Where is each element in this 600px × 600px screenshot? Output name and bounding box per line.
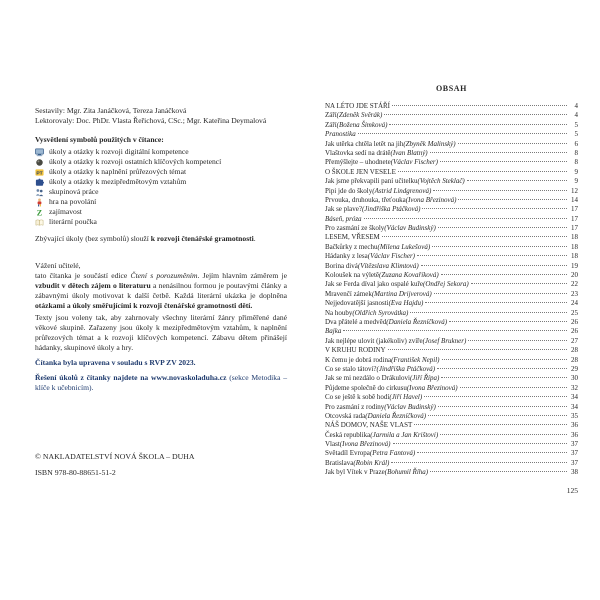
symbol-label: zajímavost xyxy=(49,207,82,216)
toc-page-number: 17 xyxy=(571,214,578,223)
toc-title: Otcovská rada xyxy=(325,411,366,420)
toc-author: (Ivona Březinová) xyxy=(339,440,391,449)
text-segment: (sekce Metodika – klíče k učebnicím). xyxy=(35,373,287,392)
toc-title: LESEM, VŘESEM xyxy=(325,233,380,242)
toc-title: Jak nejlépe ulovit (jakékoliv) zvíře xyxy=(325,336,423,345)
toc-page-number: 9 xyxy=(574,167,578,176)
toc-title: Mravenčí zámek xyxy=(325,289,372,298)
toc-title: Vlaštovka sedí na drátě xyxy=(325,148,391,157)
symbol-row xyxy=(35,207,287,217)
toc-leader xyxy=(384,114,567,115)
toc-leader xyxy=(417,452,567,453)
toc-title: Přemýšlejte – uhodnete xyxy=(325,158,391,167)
right-page xyxy=(325,84,578,478)
toc-page-number: 37 xyxy=(571,449,578,458)
toc-row xyxy=(325,271,578,280)
toc-page-number: 4 xyxy=(574,111,578,120)
toc-leader xyxy=(414,424,567,425)
text-segment: . Jejím hlavním záměrem je xyxy=(197,271,287,280)
toc-page-number: 23 xyxy=(571,289,578,298)
toc-page-number: 20 xyxy=(571,271,578,280)
toc-section-row xyxy=(325,421,578,430)
texts-paragraph xyxy=(35,313,287,353)
toc-row xyxy=(325,140,578,149)
toc-leader xyxy=(471,283,567,284)
toc-leader xyxy=(434,293,567,294)
toc-leader xyxy=(442,359,568,360)
toc-author: (Vítězslava Klimtová) xyxy=(357,261,419,270)
toc-author: (Jindřiška Ptáčková) xyxy=(376,364,436,373)
toc-title: Pro zasmání z rodiny xyxy=(325,402,385,411)
toc-row xyxy=(325,356,578,365)
toc-row xyxy=(325,111,578,120)
toc-author: (Jindřiška Ptáčková) xyxy=(361,205,421,214)
toc-leader xyxy=(424,396,567,397)
toc-leader xyxy=(422,208,567,209)
toc-title: Vlast xyxy=(325,440,340,449)
toc-leader xyxy=(388,349,567,350)
toc-author: (Božena Šimková) xyxy=(336,120,388,129)
toc-page-number: 4 xyxy=(574,102,578,110)
toc-leader xyxy=(440,161,567,162)
toc-author: (Petra Fantová) xyxy=(369,449,416,458)
toc-author: (František Nepil) xyxy=(391,355,440,364)
toc-title: Září xyxy=(325,120,337,129)
toc-leader xyxy=(430,152,567,153)
toc-leader xyxy=(392,105,567,106)
toc-author: (Zuzana Kovaříková) xyxy=(379,271,439,280)
text-segment: Texty jsou voleny tak, aby zahrnovaly všechny literární žánry přiměřené dané věkové skupině. Zařazeny jsou úkoly k mezipředmětovým vztahům, k naplnění průřezových témat a k rozvoji klíčových kompetencí. Zábavu dětem přinášejí hádanky, skupinové úkoly a hry. xyxy=(35,313,287,352)
toc-leader xyxy=(421,265,567,266)
toc-row xyxy=(325,374,578,383)
toc-row xyxy=(325,431,578,440)
toc-leader xyxy=(458,143,567,144)
symbol-row xyxy=(35,157,287,167)
toc-author: (Astrid Lindgrenová) xyxy=(372,186,432,195)
toc-title: Bratislava xyxy=(325,458,354,467)
toc-page-number: 27 xyxy=(571,336,578,345)
toc-row xyxy=(325,393,578,402)
toc-author: (Ivona Březinová) xyxy=(405,195,457,204)
text-segment: Zbývající úkoly (bez symbolů) slouží xyxy=(35,234,151,243)
symbol-label: úkoly a otázky k rozvoji digitální kompetence xyxy=(49,147,189,156)
toc-leader xyxy=(358,133,567,134)
toc-title: Pro zasmání ze školy xyxy=(325,224,385,233)
toc-author: (Zdeněk Svěrák) xyxy=(336,111,383,120)
toc-heading: OBSAH xyxy=(435,84,467,93)
toc-title: Bačkůrky z mechu xyxy=(325,242,378,251)
toc-title: V KRUHU RODINY xyxy=(325,346,386,355)
toc-author: (Ivona Březinová) xyxy=(406,383,458,392)
toc-page-number: 5 xyxy=(574,120,578,129)
toc-row xyxy=(325,187,578,196)
toc-author: (Jarmila a Jan Krištovi) xyxy=(370,430,439,439)
toc-author: (Jiří Řípa) xyxy=(409,374,440,383)
toc-author: (Ivan Blatný) xyxy=(390,148,428,157)
toc-leader xyxy=(449,321,567,322)
toc-page-number: 26 xyxy=(571,317,578,326)
toc-row xyxy=(325,177,578,186)
toc-leader xyxy=(425,302,567,303)
toc-section-row xyxy=(325,346,578,355)
role-play-icon xyxy=(35,198,44,207)
toc-row xyxy=(325,468,578,477)
toc-title: Jak byl Vítek v Praze xyxy=(325,468,385,477)
toc-section-row xyxy=(325,168,578,177)
text-segment: . xyxy=(253,234,256,243)
book-icon xyxy=(35,218,44,227)
isbn-line: ISBN 978-80-88651-51-2 xyxy=(35,468,116,477)
toc-title: Světadíl Evropa xyxy=(325,449,370,458)
toc-leader xyxy=(428,415,567,416)
toc-author: (Václav Budinský) xyxy=(384,224,436,233)
toc-leader xyxy=(391,462,567,463)
toc-row xyxy=(325,327,578,336)
toc-row xyxy=(325,290,578,299)
toc-row xyxy=(325,205,578,214)
credits xyxy=(35,106,287,126)
toc-row xyxy=(325,280,578,289)
toc-leader xyxy=(441,377,567,378)
toc-page-number: 18 xyxy=(571,233,578,242)
symbol-row xyxy=(35,217,287,227)
toc-page-number: 36 xyxy=(571,421,578,430)
toc-author: (Daniela Řezníčková) xyxy=(386,317,448,326)
toc-title: Jak jsme překvapili paní učitelku xyxy=(325,177,418,186)
toc-author: (Martina Drijverová) xyxy=(371,289,432,298)
toc-list xyxy=(325,102,578,478)
toc-title: Jak se plave? xyxy=(325,205,362,214)
toc-title: Pranostika xyxy=(325,130,356,139)
toc-author: (Václav Fischer) xyxy=(390,158,438,167)
puzzle-icon xyxy=(35,178,44,187)
toc-page-number: 32 xyxy=(571,383,578,392)
toc-title: Bajka xyxy=(325,327,342,336)
toc-page-number: 35 xyxy=(571,411,578,420)
toc-author: (Daniela Řezníčková) xyxy=(365,411,427,420)
symbol-row xyxy=(35,147,287,157)
key-competence-icon xyxy=(35,158,44,167)
toc-page-number: 9 xyxy=(574,177,578,186)
toc-title: Dva přátelé a medvěd xyxy=(325,317,387,326)
toc-page-number: 5 xyxy=(574,130,578,139)
symbol-row xyxy=(35,187,287,197)
toc-leader xyxy=(343,330,567,331)
toc-page-number: 22 xyxy=(571,280,578,289)
symbol-row xyxy=(35,197,287,207)
toc-leader xyxy=(430,471,567,472)
toc-author: (Václav Budinský) xyxy=(384,402,436,411)
symbol-row xyxy=(35,167,287,177)
toc-author: (Eva Hajdu) xyxy=(388,299,424,308)
symbol-label: úkoly a otázky k naplnění průřezových témat xyxy=(49,167,187,176)
toc-page-number: 17 xyxy=(571,205,578,214)
toc-page-number: 18 xyxy=(571,242,578,251)
toc-leader xyxy=(382,236,567,237)
toc-row xyxy=(325,130,578,139)
toc-title: Co se ještě k sobě hodí xyxy=(325,393,390,402)
toc-row xyxy=(325,309,578,318)
folio-page-number: 125 xyxy=(566,486,578,495)
toc-page-number: 17 xyxy=(571,224,578,233)
toc-page-number: 38 xyxy=(571,468,578,477)
toc-leader xyxy=(437,368,567,369)
symbols-heading: Vysvětlení symbolů použitých v čítance: xyxy=(35,135,164,144)
symbol-label: úkoly a otázky k rozvoji ostatních klíčových kompetencí xyxy=(49,157,222,166)
toc-title: NA LÉTO JDE STÁŘÍ xyxy=(325,102,391,110)
toc-title: Borina divá xyxy=(325,261,358,270)
toc-leader xyxy=(458,199,567,200)
toc-title: NÁŠ DOMOV, NAŠE VLAST xyxy=(325,421,413,430)
toc-leader xyxy=(433,190,567,191)
toc-leader xyxy=(438,227,567,228)
publisher-line: © NAKLADATELSTVÍ NOVÁ ŠKOLA – DUHA xyxy=(35,452,195,461)
symbol-label: literární poučka xyxy=(49,217,97,226)
toc-page-number: 19 xyxy=(571,261,578,270)
toc-author: (Václav Fischer) xyxy=(367,252,415,261)
toc-page-number: 8 xyxy=(574,148,578,157)
toc-page-number: 28 xyxy=(571,355,578,364)
toc-author: (Robin Král) xyxy=(353,458,390,467)
toc-leader xyxy=(467,180,567,181)
letter-z-icon xyxy=(35,208,44,217)
toc-leader xyxy=(432,246,567,247)
symbol-row xyxy=(35,177,287,187)
toc-page-number: 25 xyxy=(571,308,578,317)
toc-title: K čemu je dobrá rodina xyxy=(325,355,392,364)
toc-page-number: 8 xyxy=(574,158,578,167)
text-segment: tato čítanka je součástí edice xyxy=(35,271,131,280)
toc-leader xyxy=(440,434,567,435)
toc-row xyxy=(325,158,578,167)
toc-title: O ŠKOLE JEN VESELE xyxy=(325,167,396,176)
toc-row xyxy=(325,224,578,233)
toc-row xyxy=(325,252,578,261)
toc-row xyxy=(325,299,578,308)
text-segment: otázkami a úkoly směřujícími k rozvoji čtenářské gramotnosti dětí. xyxy=(35,301,253,310)
toc-page-number: 12 xyxy=(571,186,578,195)
compiled-by-line: Sestavily: Mgr. Zita Janáčková, Tereza Janáčková xyxy=(35,106,187,115)
rvp-note: Čítanka byla upravena v souladu s RVP ZV 2023. xyxy=(35,358,196,367)
toc-row xyxy=(325,196,578,205)
text-segment: k rozvoji čtenářské gramotnosti xyxy=(150,234,254,243)
remaining-tasks-note xyxy=(35,234,287,244)
toc-title: Září xyxy=(325,111,337,120)
toc-page-number: 36 xyxy=(571,430,578,439)
salutation: Vážení učitelé, xyxy=(35,261,81,270)
toc-leader xyxy=(389,124,567,125)
toc-title: Jak se mi nezdálo o Drákulovi xyxy=(325,374,410,383)
toc-leader xyxy=(460,387,567,388)
toc-title: Prvouka, druhouka, třeťouka xyxy=(325,195,406,204)
toc-row xyxy=(325,243,578,252)
symbol-label: skupinová práce xyxy=(49,187,99,196)
text-segment: vzbudit v dětech zájem o literaturu xyxy=(35,281,151,290)
toc-author: (Milena Lukešová) xyxy=(377,242,431,251)
toc-author: (Vojtěch Steklač) xyxy=(417,177,465,186)
toc-page-number: 18 xyxy=(571,252,578,261)
toc-leader xyxy=(468,340,567,341)
toc-title: Česká republika xyxy=(325,430,371,439)
toc-title: Báseň, próza xyxy=(325,214,362,223)
toc-row xyxy=(325,384,578,393)
toc-leader xyxy=(364,218,567,219)
pt-icon xyxy=(35,168,44,177)
toc-title: Jak utěrka chtěla letět na jih xyxy=(325,139,404,148)
toc-title: Co se stalo tátovi? xyxy=(325,364,377,373)
symbol-label: úkoly a otázky k mezipředmětovým vztahům xyxy=(49,177,187,186)
symbol-label: hra na povolání xyxy=(49,197,97,206)
toc-page-number: 37 xyxy=(571,458,578,467)
toc-row xyxy=(325,403,578,412)
imprint xyxy=(35,452,194,477)
toc-row xyxy=(325,440,578,449)
intro-paragraph xyxy=(35,271,287,311)
toc-page-number: 37 xyxy=(571,440,578,449)
toc-title: Pipi jde do školy xyxy=(325,186,373,195)
toc-section-row xyxy=(325,233,578,242)
text-segment: a nenásilnou formou je poutavými články a zábavnými úkoly motivovat k další četbě. Každá literární ukázka je doplněna xyxy=(35,281,287,300)
toc-author: (Jiří Havel) xyxy=(389,393,423,402)
toc-leader xyxy=(441,274,567,275)
toc-row xyxy=(325,365,578,374)
toc-page-number: 14 xyxy=(571,195,578,204)
toc-author: (Zbyněk Malinský) xyxy=(403,139,456,148)
svg-text:Z: Z xyxy=(36,207,43,217)
computer-icon xyxy=(35,148,44,157)
toc-author: (Bohumil Říha) xyxy=(384,468,429,477)
svg-text:PT: PT xyxy=(36,170,43,176)
toc-page-number: 28 xyxy=(571,346,578,355)
toc-row xyxy=(325,262,578,271)
toc-page-number: 30 xyxy=(571,374,578,383)
text-segment: Řešení úkolů z čítanky najdete na www.novaskoladuha.cz xyxy=(35,373,227,382)
toc-title: Koloušek na výletě xyxy=(325,271,380,280)
toc-page-number: 34 xyxy=(571,393,578,402)
toc-row xyxy=(325,459,578,468)
toc-title: Na houby xyxy=(325,308,353,317)
symbols-legend xyxy=(35,147,287,227)
toc-leader xyxy=(410,312,567,313)
text-segment: Čtení s porozuměním xyxy=(130,271,198,280)
toc-row xyxy=(325,318,578,327)
toc-author: (Josef Brukner) xyxy=(422,336,467,345)
toc-page-number: 6 xyxy=(574,139,578,148)
toc-row xyxy=(325,121,578,130)
toc-title: Hádanky z lesa xyxy=(325,252,368,261)
toc-page-number: 24 xyxy=(571,299,578,308)
toc-row xyxy=(325,149,578,158)
toc-title: Nejjedovatější jasnosti xyxy=(325,299,389,308)
toc-author: (Oldřich Syrovátka) xyxy=(352,308,409,317)
toc-leader xyxy=(393,443,567,444)
toc-row xyxy=(325,215,578,224)
toc-title: Jak se Ferda díval jako ospalé kuře xyxy=(325,280,423,289)
toc-author: (Ondřej Sekora) xyxy=(422,280,469,289)
group-work-icon xyxy=(35,188,44,197)
toc-row xyxy=(325,449,578,458)
toc-page-number: 34 xyxy=(571,402,578,411)
solutions-note xyxy=(35,373,287,393)
toc-leader xyxy=(438,406,567,407)
reviewed-by-line: Lektorovaly: Doc. PhDr. Vlasta Řeřichová, CSc.; Mgr. Kateřina Deymalová xyxy=(35,116,267,125)
toc-row xyxy=(325,337,578,346)
toc-leader xyxy=(398,171,567,172)
toc-leader xyxy=(417,255,567,256)
toc-section-row xyxy=(325,102,578,111)
toc-row xyxy=(325,412,578,421)
toc-title: Půjdeme společně do cirkusu xyxy=(325,383,407,392)
left-page xyxy=(35,106,287,393)
toc-page-number: 26 xyxy=(571,327,578,336)
toc-page-number: 29 xyxy=(571,364,578,373)
